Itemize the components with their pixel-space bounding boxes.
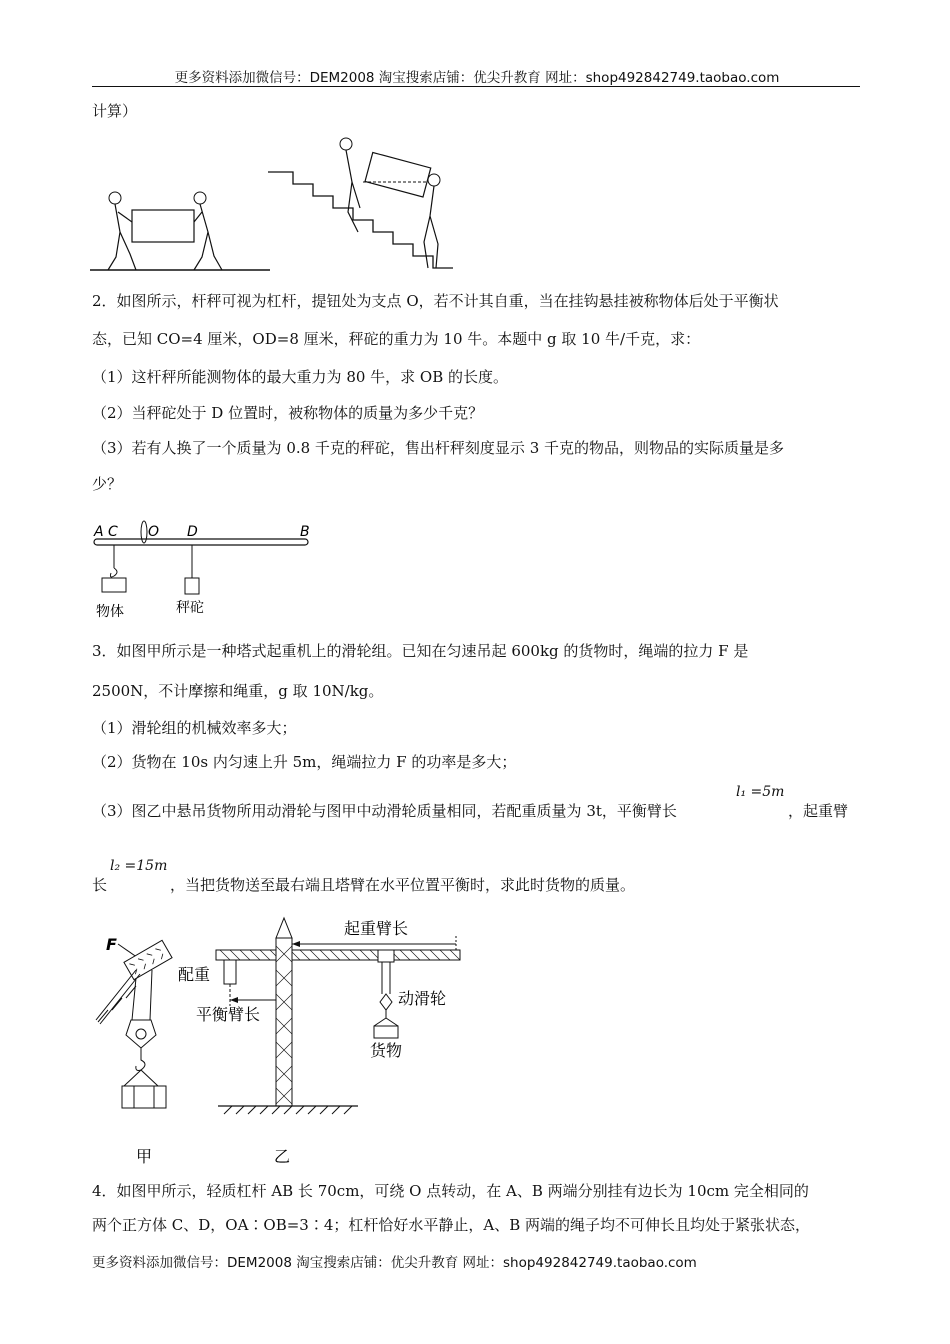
q2-sub1: （1）这杆秤所能测物体的最大重力为 80 牛，求 OB 的长度。 xyxy=(92,368,509,386)
carrying-box-figure xyxy=(90,132,275,277)
q3-sub3b-pre: 长 xyxy=(92,876,108,894)
q3-sub3a: （3）图乙中悬吊货物所用动滑轮与图甲中动滑轮质量相同，若配重质量为 3t，平衡臂长 xyxy=(92,802,677,820)
label-F: F xyxy=(106,935,117,954)
q2-sub2: （2）当秤砣处于 D 位置时，被称物体的质量为多少千克？ xyxy=(92,404,484,422)
label-counterweight: 配重 xyxy=(178,965,211,984)
header-rule xyxy=(92,86,860,87)
label-A: A xyxy=(94,524,104,540)
q3-l2-formula: l₂ =15m xyxy=(110,858,168,874)
q2-sub3b: 少？ xyxy=(92,475,123,493)
pulley-figure-jia xyxy=(86,910,186,1170)
label-jia: 甲 xyxy=(136,1147,153,1166)
label-D: D xyxy=(187,524,198,540)
q2-sub3a: （3）若有人换了一个质量为 0.8 千克的秤砣，售出杆秤刻度显示 3 千克的物品，则物品的实际质量是多 xyxy=(92,439,785,457)
q3-l1-formula: l₁ =5m xyxy=(736,784,785,800)
q3-sub2: （2）货物在 10s 内匀速上升 5m，绳端拉力 F 的功率是多大； xyxy=(92,753,517,771)
stairs-figure xyxy=(268,132,468,280)
q2-line2: 态，已知 CO=4 厘米，OD=8 厘米，秤砣的重力为 10 牛。本题中 g 取 10 牛/千克，求： xyxy=(92,330,701,348)
label-weight: 秤砣 xyxy=(176,600,204,616)
label-O: O xyxy=(148,524,160,540)
crane-figure-yi xyxy=(178,910,468,1172)
label-yi: 乙 xyxy=(274,1147,291,1166)
q4-line1: 4．如图甲所示，轻质杠杆 AB 长 70cm，可绕 O 点转动，在 A、B 两端分别挂有边长为 10cm 完全相同的 xyxy=(92,1182,809,1200)
label-object: 物体 xyxy=(96,604,124,620)
q1-tail: 计算） xyxy=(92,102,138,120)
q3-sub3a-end: ，起重臂 xyxy=(788,802,849,820)
label-B: B xyxy=(300,524,310,540)
label-C: C xyxy=(108,524,118,540)
page-header: 更多资料添加微信号：DEM2008 淘宝搜索店铺：优尖升教育 网址：shop492842749.taobao.com xyxy=(174,70,780,86)
label-boom: 起重臂长 xyxy=(344,919,409,938)
label-balance-arm: 平衡臂长 xyxy=(196,1005,261,1024)
steelyard-figure xyxy=(88,512,320,624)
q3-line2: 2500N，不计摩擦和绳重，g 取 10N/kg。 xyxy=(92,682,384,700)
page-footer: 更多资料添加微信号：DEM2008 淘宝搜索店铺：优尖升教育 网址：shop492842749.taobao.com xyxy=(92,1255,697,1271)
q4-line2: 两个正方体 C、D，OA∶OB=3∶4；杠杆恰好水平静止，A、B 两端的绳子均不可伸长且均处于紧张状态， xyxy=(92,1216,811,1234)
q2-line1: 2．如图所示，杆秤可视为杠杆，提钮处为支点 O，若不计其自重，当在挂钩悬挂被称物体后处于平衡状 xyxy=(92,292,779,310)
label-pulley: 动滑轮 xyxy=(398,989,447,1008)
q3-line1: 3．如图甲所示是一种塔式起重机上的滑轮组。已知在匀速吊起 600kg 的货物时，绳端的拉力 F 是 xyxy=(92,642,749,660)
q3-sub1: （1）滑轮组的机械效率多大； xyxy=(92,719,297,737)
label-cargo: 货物 xyxy=(370,1041,403,1060)
q3-sub3b: ，当把货物送至最右端且塔臂在水平位置平衡时，求此时货物的质量。 xyxy=(170,876,636,894)
